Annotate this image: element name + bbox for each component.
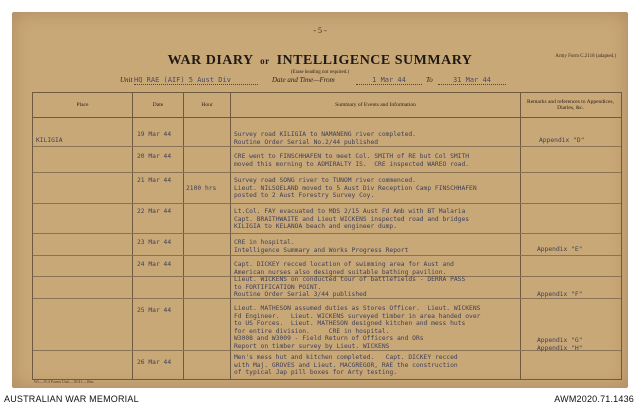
col-header-date: Date <box>152 102 164 108</box>
row-summary: CRE went to FINSCHHAFEN to meet Col. SMITH of RE but Col SMITH moved this morning to ADMIRALTY IS. CRE inspected WAREO road. <box>234 153 470 168</box>
col-header-summary: Summary of Events and Information <box>335 102 416 108</box>
col-divider <box>183 93 184 379</box>
unit-label: Unit <box>120 76 133 84</box>
row-summary: CRE in hospital. Intelligence Summary and Works Progress Report <box>234 239 409 254</box>
form-footnote: Wt.—N.4 Forms Unit—10/41—10m. <box>34 379 95 384</box>
row-remarks: Appendix "G" Appendix "H" <box>537 337 583 352</box>
row-summary: Survey road KILIGIA to NAMANENG river completed. Routine Order Serial No.2/44 published <box>234 131 416 146</box>
title-war-diary: WAR DIARY <box>167 53 254 68</box>
row-date: 22 Mar 44 <box>137 208 172 215</box>
date-to-value: 31 Mar 44 <box>438 76 506 85</box>
col-header-remarks: Remarks and references to Appendices, Diaries, &c. <box>527 99 614 111</box>
army-form-label: Army Form C.2118 (adapted.) <box>555 54 616 59</box>
unit-line <box>120 76 520 88</box>
row-rule <box>33 203 621 204</box>
row-rule <box>33 255 621 256</box>
col-divider <box>132 93 133 379</box>
unit-value: HQ RAE (AIF) 5 Aust Div <box>134 76 258 85</box>
row-date: 21 Mar 44 <box>137 177 172 184</box>
col-header-place: Place <box>76 102 89 108</box>
title-or: or <box>260 56 270 66</box>
date-to-label: To <box>426 76 433 84</box>
header-divider <box>33 117 621 118</box>
diary-table <box>32 92 622 380</box>
page-number: - 5 - <box>313 26 327 35</box>
row-date: 26 Mar 44 <box>137 359 172 366</box>
row-rule <box>33 233 621 234</box>
date-from-label: Date and Time—From <box>272 76 335 84</box>
row-place: KILIGIA <box>36 137 63 144</box>
row-date: 25 Mar 44 <box>137 307 172 314</box>
date-from-value: 1 Mar 44 <box>356 76 422 85</box>
row-hour: 2100 hrs <box>186 185 217 192</box>
row-date: 23 Mar 44 <box>137 239 172 246</box>
col-divider <box>230 93 231 379</box>
row-date: 20 Mar 44 <box>137 153 172 160</box>
row-summary: Lieut. MATHESON assumed duties as Stores Officer. Lieut. WICKENS Fd Engineer. Lieut. WICKENS surveyed timber in area handed over to US Forces. Lieut. MATHESON designed kitchen and mess huts for entire division. CRE in hospital. W3008 and W3009 - Field Return of Officers and ORs Report on timber survey by Lieut. WICKENS <box>234 305 481 350</box>
row-summary: Capt. DICKEY recced location of swimming area for Aust and American nurses also designed suitable bathing pavilion. Lieut. WICKENS on conducted tour of battlefields - DERRA PASS to FORTIFICATION POINT. Routine Order Serial 3/44 published <box>234 261 466 299</box>
caption-institution: AUSTRALIAN WAR MEMORIAL <box>4 394 139 404</box>
caption-accession: AWM2020.71.1436 <box>554 394 634 404</box>
row-summary: Survey road SONG river to TUNOM river commenced. Lieut. NILSOELAND moved to 5 Aust Div Reception Camp FINSCHHAFEN posted to 2 Aust Forestry Survey Coy. <box>234 177 477 200</box>
col-header-hour: Hour <box>201 102 213 108</box>
page-title <box>12 53 628 69</box>
title-intelligence-summary: INTELLIGENCE SUMMARY <box>276 53 473 68</box>
col-divider <box>520 93 521 379</box>
erase-note: (Erase heading not required.) <box>290 70 350 75</box>
row-summary: Men's mess hut and kitchen completed. Capt. DICKEY recced with Maj. GROVES and Lieut. MACGREGOR, RAE the construction of typical Jap pill boxes for Arty testing. <box>234 354 458 377</box>
diary-sheet <box>12 12 628 388</box>
row-rule <box>33 172 621 173</box>
row-remarks: Appendix "E" <box>537 246 583 253</box>
row-date: 24 Mar 44 <box>137 261 172 268</box>
row-remarks: Appendix "D" <box>539 137 585 144</box>
row-date: 19 Mar 44 <box>137 131 172 138</box>
row-summary: Lt.Col. FAY evacuated to MDS 2/15 Aust Fd Amb with BT Malaria Capt. BRAITHWAITE and Lieut WICKENS inspected road and bridges KILIGIA to KELANOA beach and engineer dump. <box>234 208 470 231</box>
row-remarks: Appendix "F" <box>537 291 583 298</box>
